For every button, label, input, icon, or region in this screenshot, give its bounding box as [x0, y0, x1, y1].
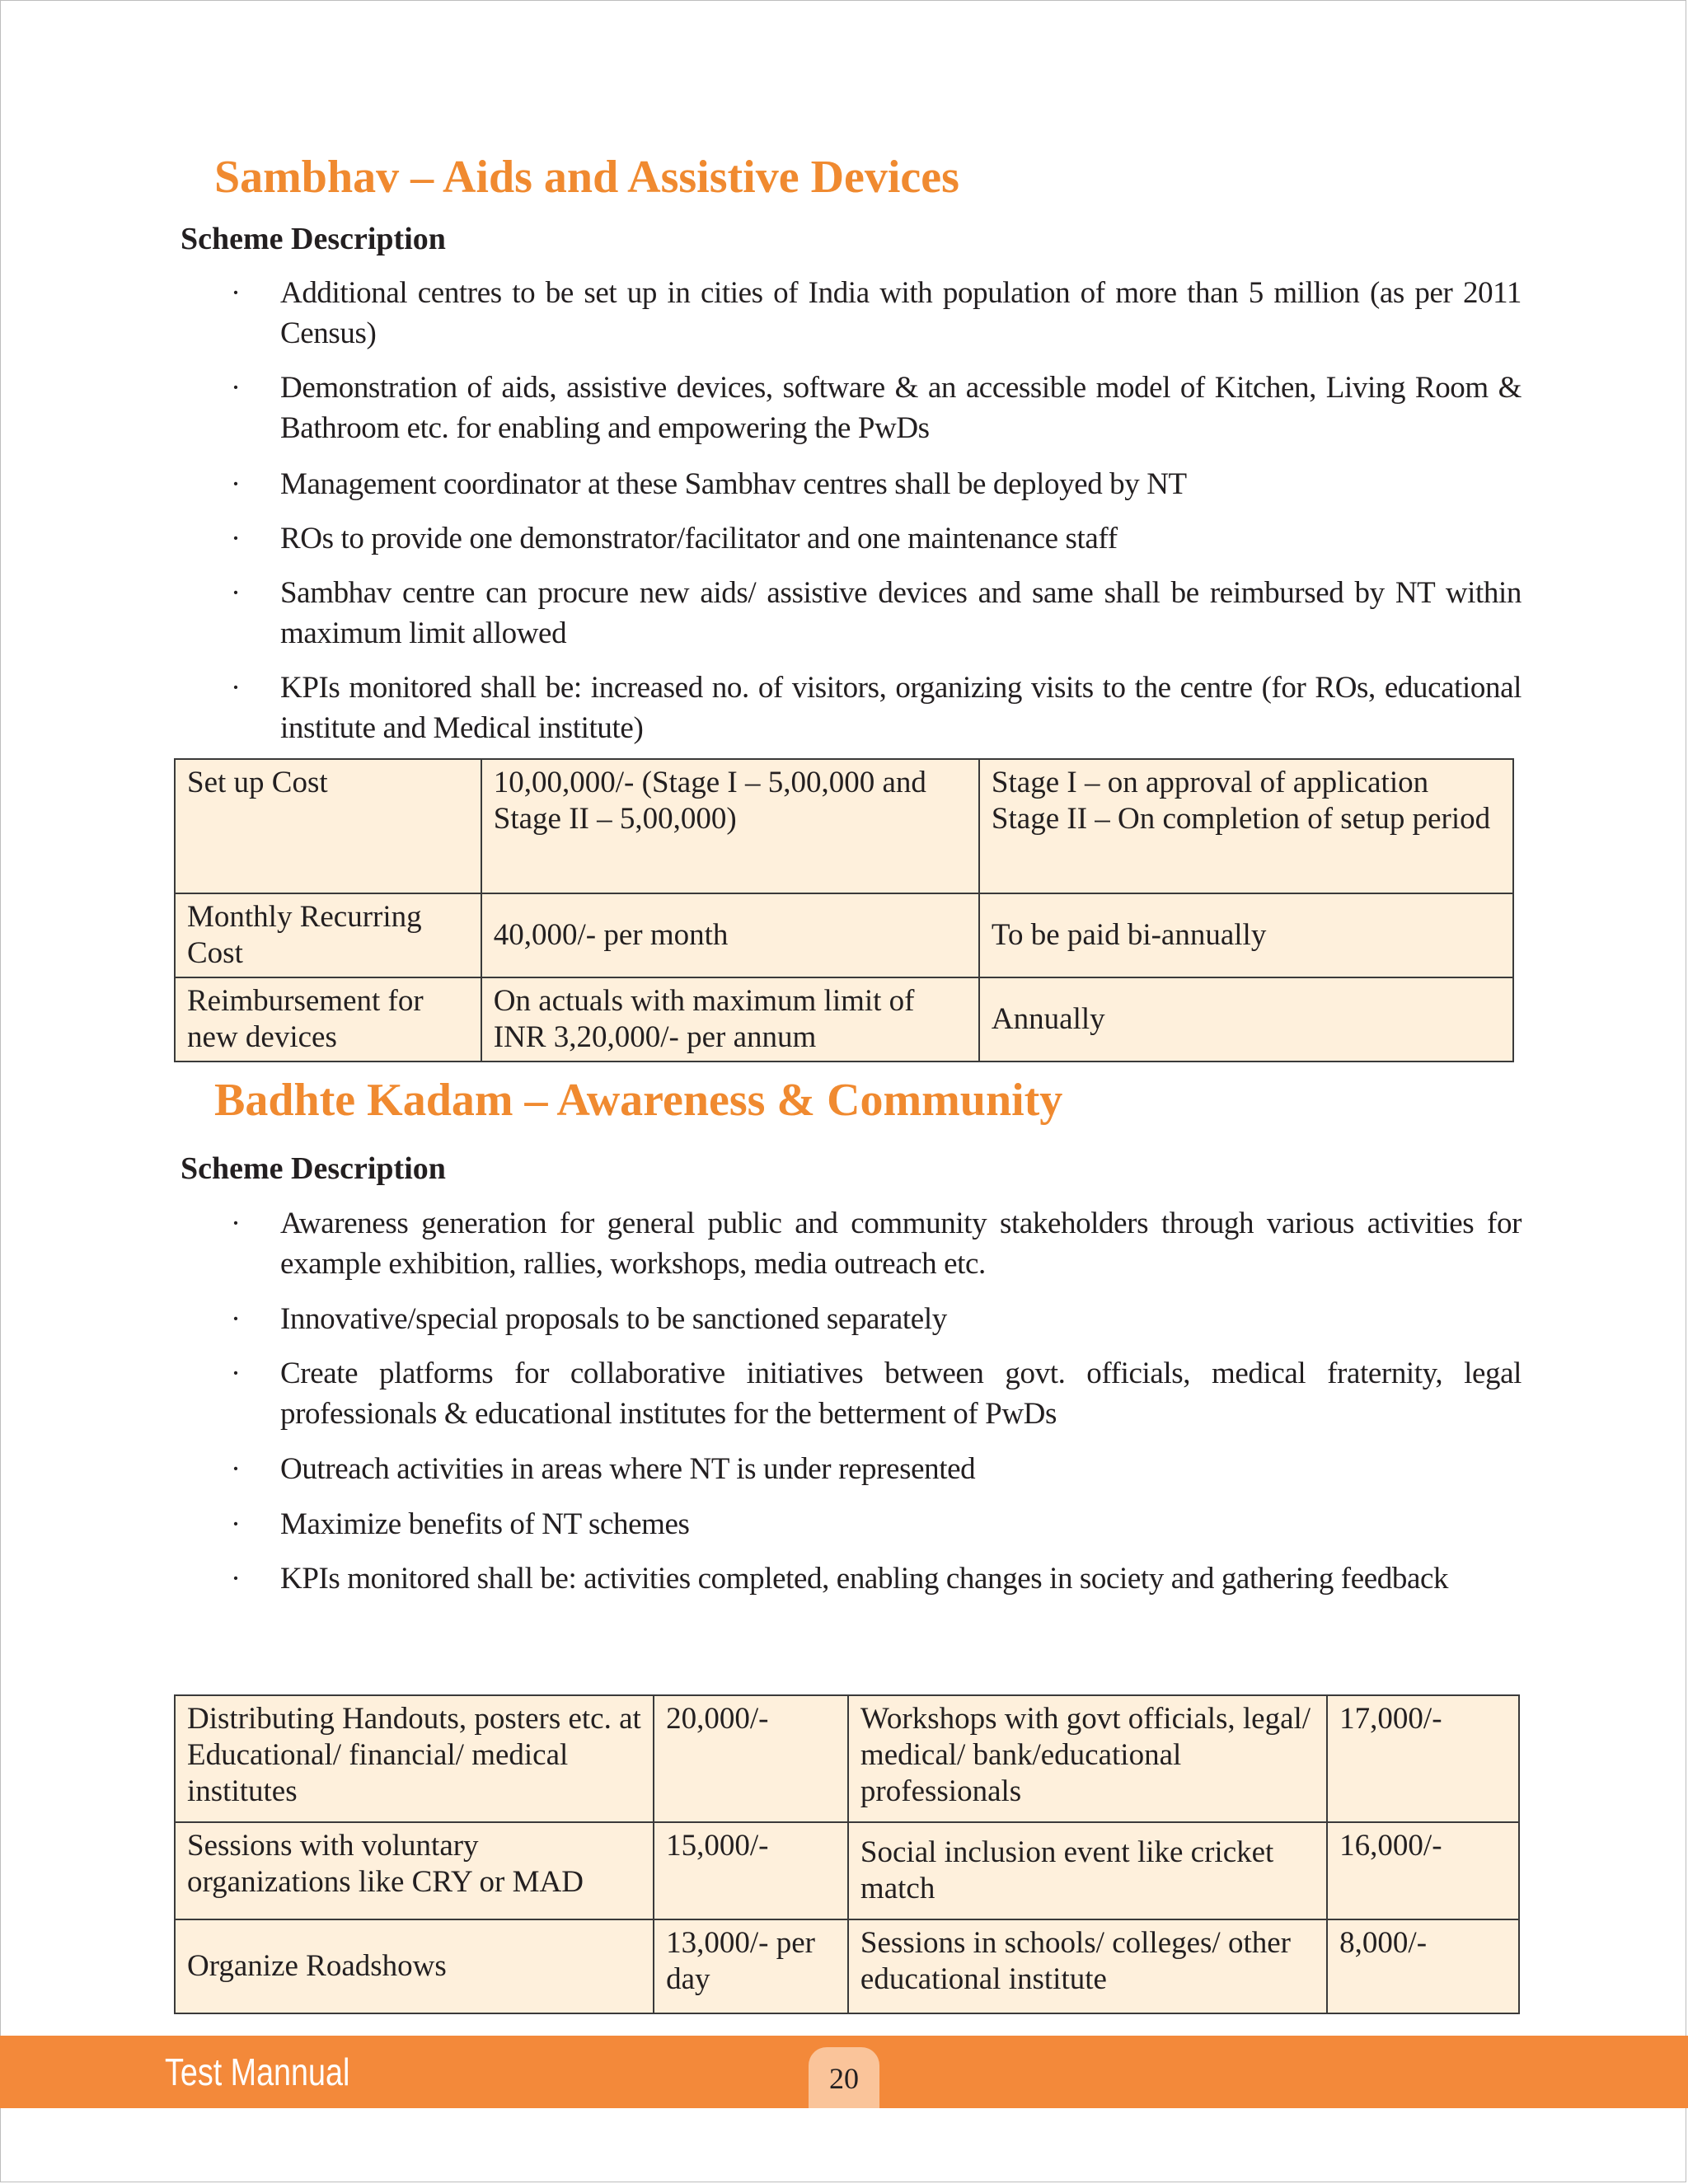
- bullet-dot: ·: [231, 1452, 241, 1485]
- table-cell: 40,000/- per month: [481, 893, 979, 977]
- table-cell: Distributing Handouts, posters etc. at Educational/ financial/ medical institutes: [175, 1695, 654, 1822]
- table-cell: 15,000/-: [654, 1822, 848, 1919]
- table-cell: 20,000/-: [654, 1695, 848, 1822]
- table-row: [175, 759, 1513, 893]
- table-row: [175, 893, 1513, 977]
- scheme-description-label: Scheme Description: [181, 1151, 446, 1186]
- table-cell: 17,000/-: [1327, 1695, 1519, 1822]
- bullet-text: Create platforms for collaborative initiatives between govt. officials, medical fraternity, legal professionals & educational institutes for the betterment of PwDs: [280, 1357, 1522, 1431]
- bullet-text: Maximize benefits of NT schemes: [280, 1507, 690, 1541]
- bullet-text: KPIs monitored shall be: activities completed, enabling changes in society and gathering feedback: [280, 1562, 1449, 1596]
- page-number: 20: [829, 2062, 859, 2095]
- bullet-text: Sambhav centre can procure new aids/ assistive devices and same shall be reimbursed by NT within maximum limit allowed: [280, 576, 1522, 650]
- bullet-dot: ·: [231, 467, 241, 500]
- table-cell: Sessions in schools/ colleges/ other educational institute: [848, 1919, 1327, 2013]
- table-row: [175, 977, 1513, 1062]
- bullet-text: Additional centres to be set up in cities of India with population of more than 5 million (as per 2011 Census): [280, 276, 1522, 350]
- table-row: [175, 1822, 1519, 1919]
- bullet-text: ROs to provide one demonstrator/facilitator and one maintenance staff: [280, 522, 1118, 555]
- table-cell: Annually: [979, 977, 1513, 1062]
- bullet-dot: ·: [231, 1507, 241, 1540]
- bullet-text: KPIs monitored shall be: increased no. of visitors, organizing visits to the centre (for ROs, educational institute and Medical institute): [280, 671, 1522, 745]
- table-cell: 10,00,000/- (Stage I – 5,00,000 and Stage II – 5,00,000): [481, 759, 979, 893]
- table-cell: On actuals with maximum limit of INR 3,20,000/- per annum: [481, 977, 979, 1062]
- bullet-text: Outreach activities in areas where NT is under represented: [280, 1452, 976, 1486]
- table-row: [175, 1919, 1519, 2013]
- table-cell: Stage I – on approval of application Stage II – On completion of setup period: [979, 759, 1513, 893]
- badhte-kadam-cost-table: [174, 1694, 1520, 2014]
- bullet-dot: ·: [231, 1302, 241, 1335]
- bullet-dot: ·: [231, 1562, 241, 1595]
- table-cell: Workshops with govt officials, legal/ medical/ bank/educational professionals: [848, 1695, 1327, 1822]
- bullet-dot: ·: [231, 671, 241, 704]
- table-cell: Social inclusion event like cricket match: [848, 1822, 1327, 1919]
- table-cell: Sessions with voluntary organizations like CRY or MAD: [175, 1822, 654, 1919]
- footer-title: Test Mannual: [165, 2050, 350, 2093]
- bullet-dot: ·: [231, 576, 241, 609]
- bullet-dot: ·: [231, 1207, 241, 1240]
- bullet-dot: ·: [231, 371, 241, 404]
- section-title-sambhav: Sambhav – Aids and Assistive Devices: [214, 152, 959, 203]
- sambhav-cost-table: [174, 758, 1514, 1062]
- table-row: [175, 1695, 1519, 1822]
- table-cell: Set up Cost: [175, 759, 481, 893]
- section-title-badhte-kadam: Badhte Kadam – Awareness & Community: [214, 1075, 1063, 1126]
- bullet-dot: ·: [231, 276, 241, 309]
- bullet-text: Awareness generation for general public and community stakeholders through various activities for example exhibition, rallies, workshops, media outreach etc.: [280, 1207, 1522, 1281]
- bullet-text: Demonstration of aids, assistive devices, software & an accessible model of Kitchen, Living Room & Bathroom etc. for enabling and empowering the PwDs: [280, 371, 1522, 445]
- bullet-text: Management coordinator at these Sambhav centres shall be deployed by NT: [280, 467, 1187, 501]
- bullet-dot: ·: [231, 522, 241, 555]
- table-cell: 8,000/-: [1327, 1919, 1519, 2013]
- table-cell: Reimbursement for new devices: [175, 977, 481, 1062]
- table-cell: Organize Roadshows: [175, 1919, 654, 2013]
- table-cell: Monthly Recurring Cost: [175, 893, 481, 977]
- scheme-description-label: Scheme Description: [181, 222, 446, 256]
- table-cell: 13,000/- per day: [654, 1919, 848, 2013]
- table-cell: 16,000/-: [1327, 1822, 1519, 1919]
- bullet-text: Innovative/special proposals to be sanctioned separately: [280, 1302, 947, 1336]
- table-cell: To be paid bi-annually: [979, 893, 1513, 977]
- bullet-dot: ·: [231, 1357, 241, 1390]
